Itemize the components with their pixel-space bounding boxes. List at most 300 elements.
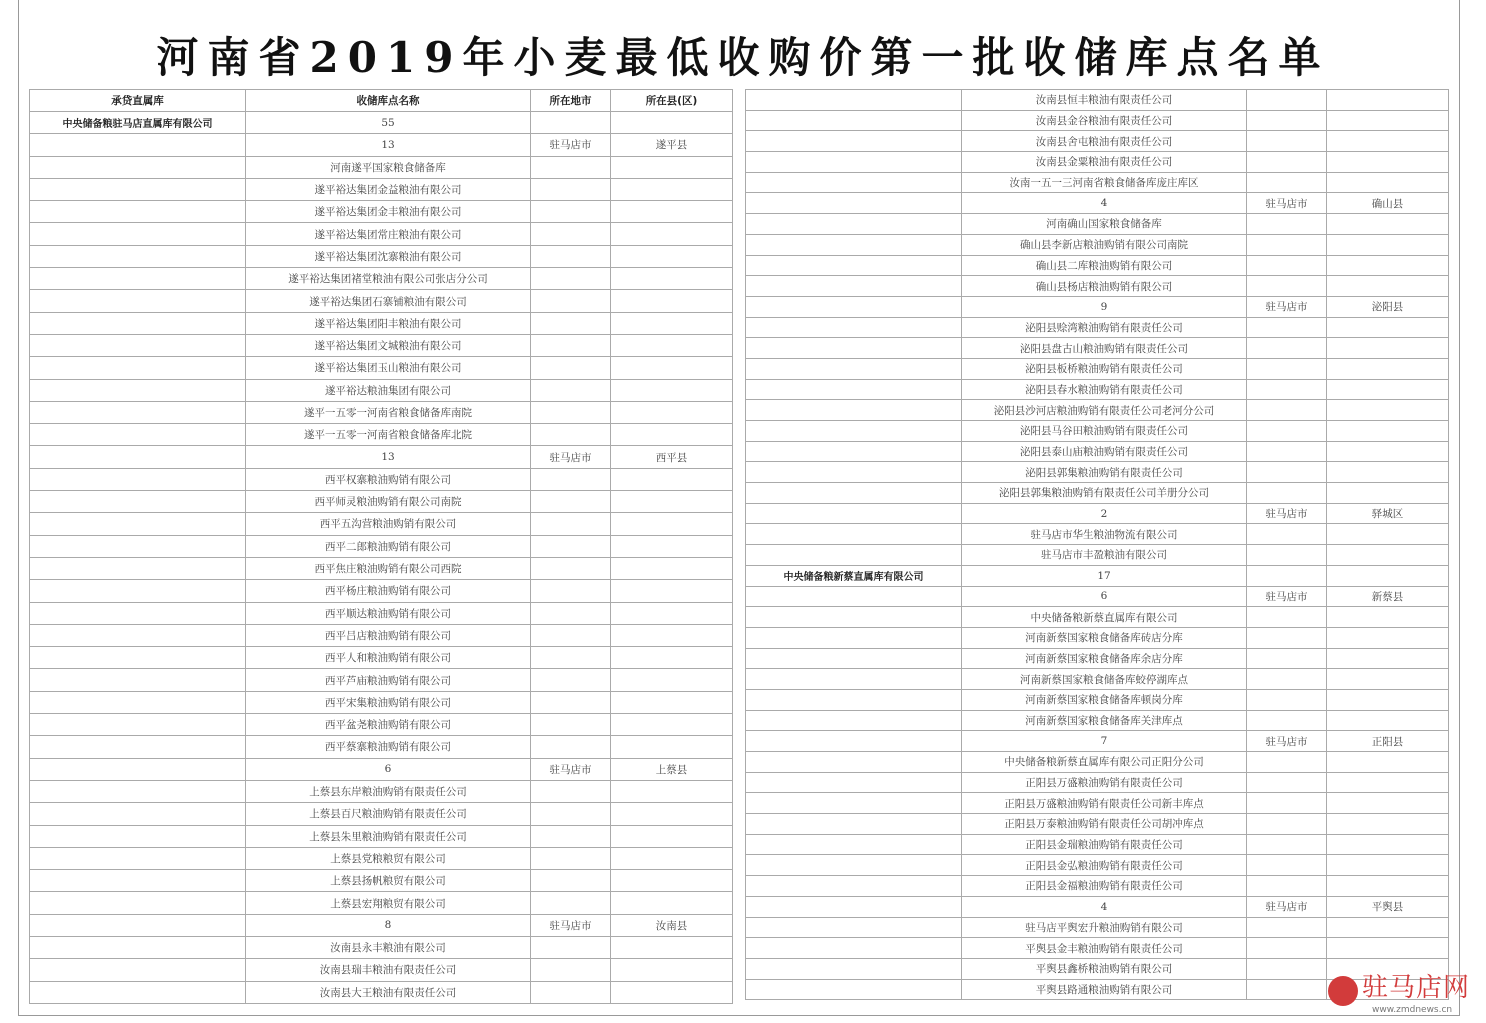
cell-city <box>1247 338 1327 359</box>
cell-lender-depot <box>746 483 962 504</box>
cell-county <box>611 936 733 958</box>
cell-city <box>531 647 611 669</box>
table-row <box>746 938 1449 959</box>
table-row <box>746 193 1449 214</box>
cell-city <box>1247 545 1327 566</box>
cell-county <box>611 691 733 713</box>
table-row <box>30 201 733 223</box>
cell-city <box>531 535 611 557</box>
table-row <box>30 580 733 602</box>
cell-storage-point: 河南确山国家粮食储备库 <box>962 214 1247 235</box>
cell-city <box>1247 855 1327 876</box>
cell-county <box>1327 358 1449 379</box>
cell-lender-depot <box>746 834 962 855</box>
cell-lender-depot <box>30 223 246 245</box>
table-row <box>746 545 1449 566</box>
cell-storage-point: 上蔡县百尺粮油购销有限责任公司 <box>246 803 531 825</box>
table-row <box>30 892 733 914</box>
cell-storage-point: 7 <box>962 731 1247 752</box>
cell-lender-depot <box>746 441 962 462</box>
cell-storage-point: 汝南一五一三河南省粮食储备库庞庄库区 <box>962 172 1247 193</box>
cell-storage-point: 遂平一五零一河南省粮食储备库北院 <box>246 424 531 446</box>
table-row <box>30 803 733 825</box>
header-city: 所在地市 <box>531 90 611 112</box>
cell-county <box>611 981 733 1003</box>
cell-lender-depot <box>30 736 246 758</box>
table-row <box>30 401 733 423</box>
cell-county <box>1327 276 1449 297</box>
table-row <box>746 731 1449 752</box>
cell-storage-point: 汝南县金谷粮油有限责任公司 <box>962 110 1247 131</box>
cell-storage-point: 泌阳县马谷田粮油购销有限责任公司 <box>962 421 1247 442</box>
cell-storage-point: 确山县李新店粮油购销有限公司南院 <box>962 234 1247 255</box>
cell-county <box>611 491 733 513</box>
cell-storage-point: 遂平裕达集团金益粮油有限公司 <box>246 178 531 200</box>
cell-county <box>611 468 733 490</box>
cell-lender-depot <box>30 959 246 981</box>
cell-city <box>1247 565 1327 586</box>
table-row <box>746 214 1449 235</box>
cell-city <box>531 981 611 1003</box>
cell-county <box>611 847 733 869</box>
cell-county <box>1327 669 1449 690</box>
cell-county <box>1327 462 1449 483</box>
cell-storage-point: 西平吕店粮油购销有限公司 <box>246 624 531 646</box>
cell-lender-depot <box>30 780 246 802</box>
cell-storage-point: 汝南县恒丰粮油有限责任公司 <box>962 90 1247 111</box>
cell-storage-point: 西平焦庄粮油购销有限公司西院 <box>246 557 531 579</box>
cell-lender-depot <box>30 535 246 557</box>
cell-county <box>611 334 733 356</box>
cell-city <box>1247 958 1327 979</box>
cell-lender-depot <box>30 580 246 602</box>
cell-city <box>531 892 611 914</box>
cell-county <box>611 557 733 579</box>
cell-storage-point: 平舆县路通粮油购销有限公司 <box>962 979 1247 1000</box>
table-row <box>30 624 733 646</box>
cell-city <box>1247 441 1327 462</box>
table-row <box>746 338 1449 359</box>
cell-lender-depot <box>30 624 246 646</box>
cell-county <box>611 602 733 624</box>
cell-lender-depot <box>746 234 962 255</box>
cell-county <box>1327 814 1449 835</box>
cell-county: 西平县 <box>611 446 733 468</box>
cell-county <box>611 401 733 423</box>
table-row <box>30 334 733 356</box>
cell-city <box>531 803 611 825</box>
cell-lender-depot: 中央储备粮驻马店直属库有限公司 <box>30 112 246 134</box>
cell-city <box>1247 131 1327 152</box>
cell-lender-depot <box>746 586 962 607</box>
cell-storage-point: 中央储备粮新蔡直属库有限公司 <box>962 607 1247 628</box>
cell-lender-depot <box>746 979 962 1000</box>
table-row <box>746 400 1449 421</box>
table-row <box>30 825 733 847</box>
cell-city <box>531 290 611 312</box>
cell-county <box>1327 338 1449 359</box>
cell-storage-point: 西平二郎粮油购销有限公司 <box>246 535 531 557</box>
cell-storage-point: 正阳县万泰粮油购销有限责任公司胡冲库点 <box>962 814 1247 835</box>
table-row <box>746 586 1449 607</box>
cell-lender-depot <box>30 201 246 223</box>
cell-storage-point: 西平芦庙粮油购销有限公司 <box>246 669 531 691</box>
table-row <box>746 110 1449 131</box>
cell-lender-depot <box>746 358 962 379</box>
table-row <box>746 131 1449 152</box>
table-row <box>30 959 733 981</box>
table-row <box>30 290 733 312</box>
cell-storage-point: 汝南县金粟粮油有限责任公司 <box>962 152 1247 173</box>
table-row <box>746 689 1449 710</box>
cell-county <box>1327 565 1449 586</box>
cell-county <box>1327 834 1449 855</box>
cell-lender-depot <box>746 462 962 483</box>
cell-city: 驻马店市 <box>1247 586 1327 607</box>
header-county: 所在县(区) <box>611 90 733 112</box>
cell-county: 泌阳县 <box>1327 296 1449 317</box>
cell-storage-point: 确山县杨店粮油购销有限公司 <box>962 276 1247 297</box>
cell-lender-depot <box>30 691 246 713</box>
cell-city: 驻马店市 <box>1247 296 1327 317</box>
cell-city <box>531 201 611 223</box>
header-lender-depot: 承贷直属库 <box>30 90 246 112</box>
cell-storage-point: 河南新蔡国家粮食储备库砖店分库 <box>962 627 1247 648</box>
table-row <box>30 424 733 446</box>
cell-storage-point: 汝南县瑞丰粮油有限责任公司 <box>246 959 531 981</box>
cell-county <box>611 112 733 134</box>
cell-city <box>1247 255 1327 276</box>
cell-city <box>531 624 611 646</box>
cell-county <box>1327 110 1449 131</box>
cell-storage-point: 8 <box>246 914 531 936</box>
cell-city <box>531 669 611 691</box>
table-row <box>746 917 1449 938</box>
cell-county <box>1327 793 1449 814</box>
cell-city <box>531 557 611 579</box>
cell-lender-depot <box>746 689 962 710</box>
table-row <box>30 914 733 936</box>
cell-lender-depot <box>30 468 246 490</box>
cell-county <box>611 379 733 401</box>
table-row <box>746 772 1449 793</box>
cell-county <box>611 892 733 914</box>
cell-lender-depot <box>30 134 246 156</box>
logo-mark-icon <box>1328 976 1358 1006</box>
cell-city <box>531 513 611 535</box>
cell-lender-depot <box>30 602 246 624</box>
cell-city <box>531 357 611 379</box>
cell-county <box>611 624 733 646</box>
cell-county: 汝南县 <box>611 914 733 936</box>
cell-city <box>531 223 611 245</box>
cell-county <box>1327 752 1449 773</box>
cell-county <box>1327 689 1449 710</box>
cell-city <box>1247 793 1327 814</box>
cell-lender-depot <box>746 379 962 400</box>
cell-lender-depot <box>746 193 962 214</box>
cell-storage-point: 河南新蔡国家粮食储备库顿岗分库 <box>962 689 1247 710</box>
table-row <box>30 134 733 156</box>
cell-county: 驿城区 <box>1327 503 1449 524</box>
table-row <box>746 172 1449 193</box>
cell-county <box>1327 90 1449 111</box>
cell-city <box>531 112 611 134</box>
cell-city <box>531 312 611 334</box>
cell-storage-point: 遂平一五零一河南省粮食储备库南院 <box>246 401 531 423</box>
cell-storage-point: 4 <box>962 193 1247 214</box>
cell-county <box>1327 214 1449 235</box>
cell-county <box>611 178 733 200</box>
cell-city <box>1247 400 1327 421</box>
table-row <box>30 780 733 802</box>
table-row <box>30 156 733 178</box>
cell-lender-depot <box>30 156 246 178</box>
cell-storage-point: 确山县二库粮油购销有限公司 <box>962 255 1247 276</box>
cell-city <box>1247 524 1327 545</box>
table-row <box>746 793 1449 814</box>
table-row <box>746 234 1449 255</box>
cell-lender-depot <box>30 513 246 535</box>
document-title: 河南省2019年小麦最低收购价第一批收储库点名单 <box>156 33 1330 82</box>
cell-city <box>1247 234 1327 255</box>
table-row <box>30 268 733 290</box>
cell-lender-depot <box>746 917 962 938</box>
cell-lender-depot <box>746 958 962 979</box>
table-row <box>746 255 1449 276</box>
table-row <box>30 936 733 958</box>
cell-county <box>611 825 733 847</box>
cell-city <box>1247 214 1327 235</box>
table-row <box>746 358 1449 379</box>
cell-lender-depot <box>746 896 962 917</box>
cell-storage-point: 泌阳县郭集粮油购销有限责任公司 <box>962 462 1247 483</box>
cell-lender-depot <box>30 870 246 892</box>
cell-city <box>1247 110 1327 131</box>
table-row <box>746 276 1449 297</box>
cell-storage-point: 泌阳县春水粮油购销有限责任公司 <box>962 379 1247 400</box>
cell-county <box>1327 400 1449 421</box>
cell-lender-depot <box>30 245 246 267</box>
cell-county <box>611 424 733 446</box>
cell-county <box>611 647 733 669</box>
cell-storage-point: 遂平裕达集团常庄粮油有限公司 <box>246 223 531 245</box>
cell-county <box>1327 876 1449 897</box>
cell-city <box>1247 421 1327 442</box>
table-row <box>746 317 1449 338</box>
cell-storage-point: 河南遂平国家粮食储备库 <box>246 156 531 178</box>
cell-storage-point: 正阳县金弘粮油购销有限责任公司 <box>962 855 1247 876</box>
cell-city <box>1247 607 1327 628</box>
cell-storage-point: 遂平裕达集团沈寨粮油有限公司 <box>246 245 531 267</box>
cell-city <box>531 870 611 892</box>
cell-city <box>531 580 611 602</box>
cell-storage-point: 泌阳县赊湾粮油购销有限责任公司 <box>962 317 1247 338</box>
cell-lender-depot <box>30 892 246 914</box>
cell-city <box>531 736 611 758</box>
cell-lender-depot <box>746 648 962 669</box>
logo-url: www.zmdnews.cn <box>1372 1005 1453 1015</box>
cell-lender-depot <box>746 317 962 338</box>
cell-city: 驻马店市 <box>531 446 611 468</box>
table-row <box>30 312 733 334</box>
cell-lender-depot <box>746 503 962 524</box>
cell-storage-point: 正阳县金福粮油购销有限责任公司 <box>962 876 1247 897</box>
cell-storage-point: 遂平裕达集团石寨铺粮油有限公司 <box>246 290 531 312</box>
cell-lender-depot <box>746 90 962 111</box>
table-row <box>746 669 1449 690</box>
cell-storage-point: 遂平裕达集团玉山粮油有限公司 <box>246 357 531 379</box>
cell-storage-point: 河南新蔡国家粮食储备库蛟停湖库点 <box>962 669 1247 690</box>
cell-storage-point: 驻马店平舆宏升粮油购销有限公司 <box>962 917 1247 938</box>
table-row <box>746 876 1449 897</box>
cell-storage-point: 遂平裕达粮油集团有限公司 <box>246 379 531 401</box>
cell-storage-point: 泌阳县盘古山粮油购销有限责任公司 <box>962 338 1247 359</box>
cell-lender-depot <box>30 357 246 379</box>
cell-lender-depot <box>30 936 246 958</box>
table-row <box>746 752 1449 773</box>
cell-lender-depot <box>30 825 246 847</box>
cell-city <box>531 178 611 200</box>
cell-city <box>531 936 611 958</box>
cell-county <box>1327 131 1449 152</box>
table-row <box>30 379 733 401</box>
table-row <box>746 607 1449 628</box>
cell-lender-depot <box>746 814 962 835</box>
cell-lender-depot <box>30 312 246 334</box>
cell-storage-point: 13 <box>246 446 531 468</box>
cell-county <box>611 312 733 334</box>
cell-storage-point: 驻马店市华生粮油物流有限公司 <box>962 524 1247 545</box>
cell-county <box>1327 255 1449 276</box>
cell-city <box>1247 276 1327 297</box>
cell-county: 平舆县 <box>1327 896 1449 917</box>
table-row <box>30 847 733 869</box>
cell-city <box>1247 483 1327 504</box>
cell-storage-point: 6 <box>962 586 1247 607</box>
cell-city <box>1247 772 1327 793</box>
cell-lender-depot <box>30 491 246 513</box>
cell-city <box>531 959 611 981</box>
cell-lender-depot <box>746 421 962 442</box>
cell-lender-depot <box>30 981 246 1003</box>
cell-county: 正阳县 <box>1327 731 1449 752</box>
cell-storage-point: 西平人和粮油购销有限公司 <box>246 647 531 669</box>
table-row <box>746 152 1449 173</box>
cell-county <box>611 268 733 290</box>
cell-city <box>531 491 611 513</box>
cell-lender-depot <box>30 647 246 669</box>
storage-list-right-table <box>745 89 1449 1000</box>
cell-lender-depot <box>746 110 962 131</box>
cell-storage-point: 汝南县永丰粮油有限公司 <box>246 936 531 958</box>
cell-lender-depot <box>746 152 962 173</box>
cell-lender-depot <box>30 178 246 200</box>
cell-lender-depot <box>746 627 962 648</box>
cell-storage-point: 河南新蔡国家粮食储备库余店分库 <box>962 648 1247 669</box>
cell-county <box>611 245 733 267</box>
cell-county <box>1327 483 1449 504</box>
cell-county <box>611 290 733 312</box>
cell-county <box>611 223 733 245</box>
cell-county <box>611 513 733 535</box>
table-row <box>30 535 733 557</box>
cell-county <box>611 780 733 802</box>
cell-lender-depot <box>30 424 246 446</box>
table-row <box>746 296 1449 317</box>
cell-storage-point: 4 <box>962 896 1247 917</box>
cell-county <box>1327 317 1449 338</box>
cell-storage-point: 遂平裕达集团阳丰粮油有限公司 <box>246 312 531 334</box>
cell-lender-depot <box>30 669 246 691</box>
table-row <box>30 736 733 758</box>
table-row <box>30 491 733 513</box>
table-row <box>30 714 733 736</box>
cell-lender-depot <box>746 131 962 152</box>
cell-storage-point: 西平宋集粮油购销有限公司 <box>246 691 531 713</box>
cell-county <box>1327 627 1449 648</box>
cell-county <box>1327 710 1449 731</box>
cell-city <box>531 602 611 624</box>
table-row <box>30 602 733 624</box>
cell-storage-point: 西平五沟营粮油购销有限公司 <box>246 513 531 535</box>
cell-lender-depot <box>30 290 246 312</box>
cell-city <box>1247 917 1327 938</box>
cell-lender-depot: 中央储备粮新蔡直属库有限公司 <box>746 565 962 586</box>
cell-city: 驻马店市 <box>531 134 611 156</box>
cell-storage-point: 17 <box>962 565 1247 586</box>
cell-storage-point: 西平盆尧粮油购销有限公司 <box>246 714 531 736</box>
cell-storage-point: 西平师灵粮油购销有限公司南院 <box>246 491 531 513</box>
cell-lender-depot <box>746 752 962 773</box>
cell-storage-point: 泌阳县郭集粮油购销有限责任公司羊册分公司 <box>962 483 1247 504</box>
table-row <box>746 90 1449 111</box>
cell-storage-point: 正阳县金瑞粮油购销有限责任公司 <box>962 834 1247 855</box>
cell-lender-depot <box>746 296 962 317</box>
cell-city <box>531 268 611 290</box>
cell-storage-point: 上蔡县党粮粮贸有限公司 <box>246 847 531 869</box>
storage-list-left-table <box>29 89 733 1004</box>
cell-lender-depot <box>746 855 962 876</box>
cell-lender-depot <box>746 772 962 793</box>
cell-storage-point: 平舆县金丰粮油购销有限责任公司 <box>962 938 1247 959</box>
table-row <box>30 245 733 267</box>
cell-county <box>1327 917 1449 938</box>
cell-county <box>1327 545 1449 566</box>
cell-lender-depot <box>30 334 246 356</box>
cell-lender-depot <box>30 401 246 423</box>
cell-city <box>531 714 611 736</box>
header-storage-point: 收储库点名称 <box>246 90 531 112</box>
cell-city <box>1247 814 1327 835</box>
cell-lender-depot <box>30 914 246 936</box>
cell-storage-point: 泌阳县沙河店粮油购销有限责任公司老河分公司 <box>962 400 1247 421</box>
cell-city <box>1247 689 1327 710</box>
cell-lender-depot <box>746 172 962 193</box>
table-row <box>30 870 733 892</box>
table-row <box>30 357 733 379</box>
cell-city <box>531 468 611 490</box>
cell-county <box>611 669 733 691</box>
cell-city <box>531 334 611 356</box>
cell-city <box>1247 152 1327 173</box>
cell-lender-depot <box>746 255 962 276</box>
cell-storage-point: 西平顺达粮油购销有限公司 <box>246 602 531 624</box>
cell-storage-point: 遂平裕达集团金丰粮油有限公司 <box>246 201 531 223</box>
table-row <box>746 855 1449 876</box>
cell-storage-point: 中央储备粮新蔡直属库有限公司正阳分公司 <box>962 752 1247 773</box>
cell-storage-point: 上蔡县东岸粮油购销有限责任公司 <box>246 780 531 802</box>
